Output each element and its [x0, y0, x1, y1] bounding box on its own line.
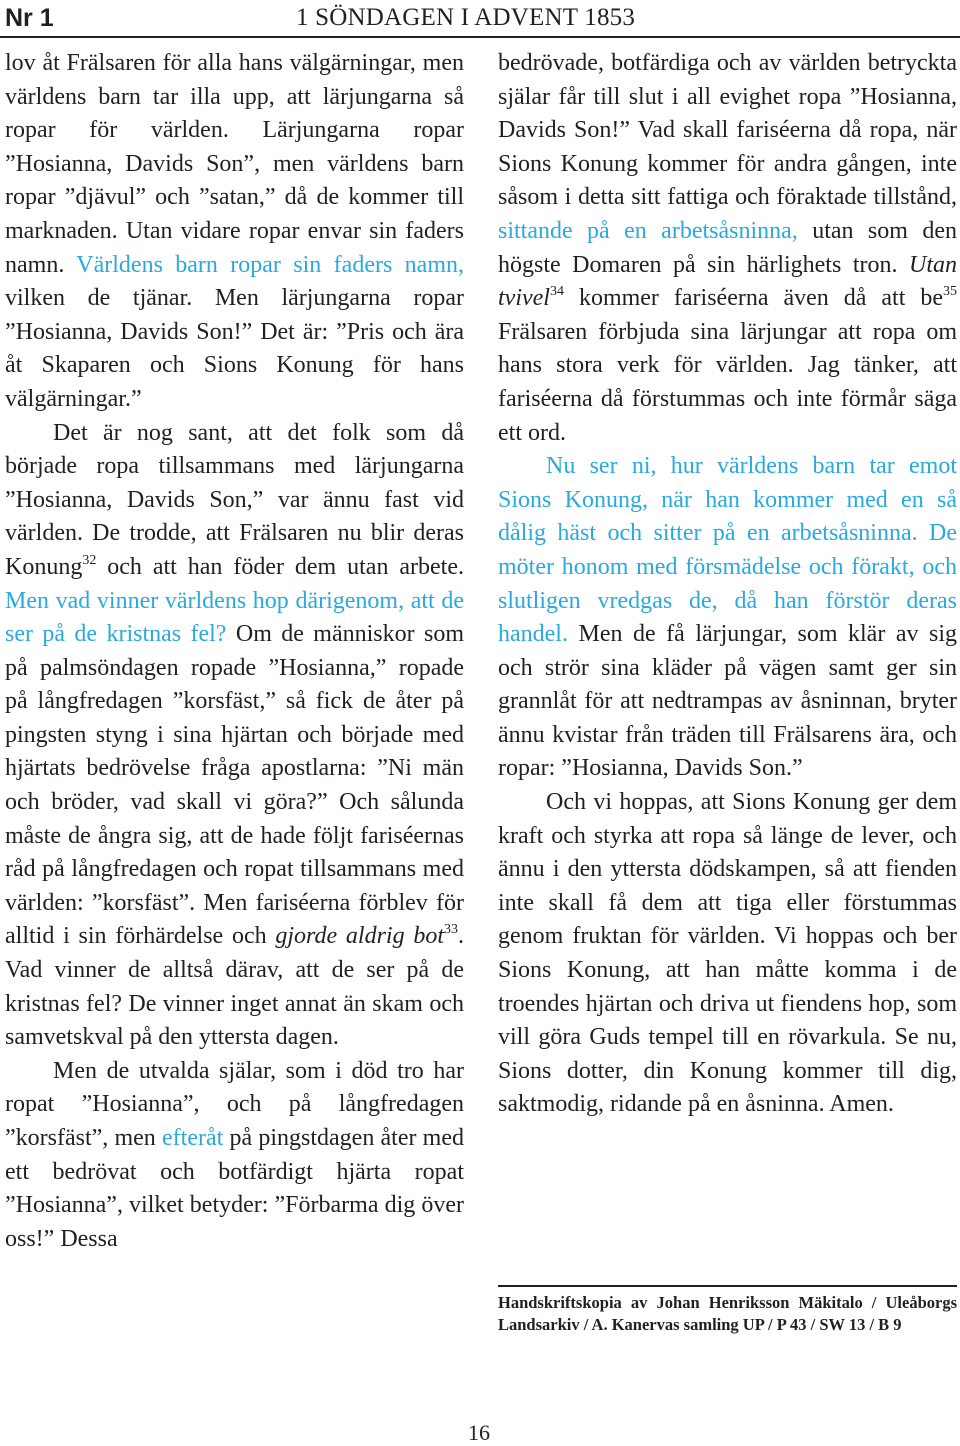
source-note: Handskriftskopia av Johan Henriksson Mäkitalo / Uleåborgs Landsarkiv / A. Kanervas samling UP / P 43 / SW 13 / B 9 [498, 1293, 957, 1334]
text-run: bedrövade, botfärdiga och av världen betryckta själar får till slut i all evighet ropa ”Hosianna, Davids Son!” Vad skall fariséerna då ropa, när Sions Konung kommer för andra gången, inte såsom i detta sitt fattiga och föraktade tillstånd, [498, 50, 957, 211]
text-run: på pingstdagen åter med ett bedrövat och botfärdigt hjärta ropat ”Hosianna”, vilket betyder: ”Förbarma dig över oss!” Dessa [5, 1125, 465, 1252]
text-run: Det är nog sant, att det folk som då började ropa tillsammans med lärjungarna ”Hosianna, Davids Son,” var ännu fast vid världen. De trodde, att Frälsaren nu blir deras Konung [5, 419, 464, 580]
paragraph [5, 1055, 464, 1257]
source-divider [498, 1285, 957, 1287]
text-run: utan som den högste Domaren på sin härlighets tron. [498, 217, 957, 278]
text-run: Men de utvalda själar, som i död tro har ropat ”Hosianna”, och på långfredagen ”korsfäst”, men [5, 1057, 464, 1151]
highlighted-text: sittande på en arbetsåsninna, [498, 217, 798, 244]
left-text-column [5, 47, 464, 1256]
highlighted-text: efteråt [162, 1125, 224, 1151]
paragraph [5, 47, 464, 417]
text-run: Om de människor som på palmsöndagen ropade ”Hosianna,” ropade på långfredagen ”korsfäst,” så fick de åter på pingsten styng i sina hjärtan och började med hjärtats bedrövelse fråga apostlarna: ”Ni män och bröder, vad skall vi göra?” Och sålunda måste de ångra sig, att de hade följt fariséernas råd på långfredagen och ropat tillsammans med världen: ”korsfäst”. Men fariséerna förblev för alltid i sin förhärdelse och [5, 621, 464, 950]
issue-number: Nr 1 [5, 4, 54, 32]
paragraph [5, 417, 464, 1055]
paragraph [498, 786, 957, 1122]
text-run: Men de få lärjungar, som klär av sig och strör sina kläder på vägen samt ger sin grannlåt för att nedtrampas av åsninnan, bryter ännu kvistar från träden till Frälsarens ära, och ropar: ”Hosianna, Davids Son.” [498, 621, 957, 782]
page-number: 16 [468, 1420, 490, 1445]
text-run: vilken de tjänar. Men lärjungarna ropar ”Hosianna, Davids Son!” Det är: ”Pris och ära åt Skaparen och Sions Konung för hans välgärningar.” [5, 285, 464, 412]
text-run: Frälsaren förbjuda sina lärjungar att ropa om hans stora verk för världen. Jag tänker, att fariséerna då förstummas och inte förmår säga ett ord. [498, 318, 957, 446]
text-run: lov åt Frälsaren för alla hans välgärningar, men världens barn tar illa upp, att lärjungarna så ropar för världen. Lärjungarna ropar ”Hosianna, Davids Son”, men världens barn ropar ”djävul” och ”satan,” då de kommer till marknaden. Utan vidare ropar envar sin faders namn. [5, 50, 464, 278]
emphasis-text: gjorde aldrig bot [275, 923, 444, 950]
text-run: och att han föder dem utan arbete. [96, 553, 464, 580]
paragraph [498, 450, 957, 786]
footnote-ref: 35 [943, 284, 957, 300]
footnote-ref: 32 [82, 552, 97, 568]
right-text-column [498, 47, 957, 1122]
text-run: . Vad vinner de alltså därav, att de ser på de kristnas fel? De vinner inget annat än skam och samvetskval på den yttersta dagen. [5, 923, 464, 1051]
text-run: kommer fariséerna även då att be [563, 285, 943, 312]
page-title: 1 SÖNDAGEN I ADVENT 1853 [296, 4, 636, 31]
highlighted-text: Men vad vinner världens hop därigenom, att de ser på de kristnas fel? [5, 587, 464, 648]
footnote-ref: 34 [549, 284, 564, 300]
highlighted-text: Världens barn ropar sin faders namn, [76, 251, 465, 278]
text-run: Och vi hoppas, att Sions Konung ger dem kraft och styrka att ropa så länge de lever, och ännu i den yttersta dödskampen, så att fienden inte skall få dem att tiga eller förstummas genom fruktan för världen. Vi hoppas och ber Sions Konung, att han måtte komma i de troendes hjärtan och driva ut fiendens hop, som vill göra Guds tempel till en rövarkula. Se nu, Sions dotter, din Konung kommer till dig, saktmodig, ridande på en åsninna. Amen. [498, 789, 957, 1118]
paragraph [498, 47, 957, 450]
header-divider [0, 36, 960, 38]
highlighted-text: Nu ser ni, hur världens barn tar emot Sions Konung, när han kommer med en så dålig häst och sitter på en arbetsåsninna. De möter honom med försmädelse och förakt, och slutligen vredgas de, då han förstör deras handel. [498, 453, 957, 648]
footnote-ref: 33 [444, 922, 458, 938]
emphasis-text: Utan tvivel [498, 251, 957, 312]
